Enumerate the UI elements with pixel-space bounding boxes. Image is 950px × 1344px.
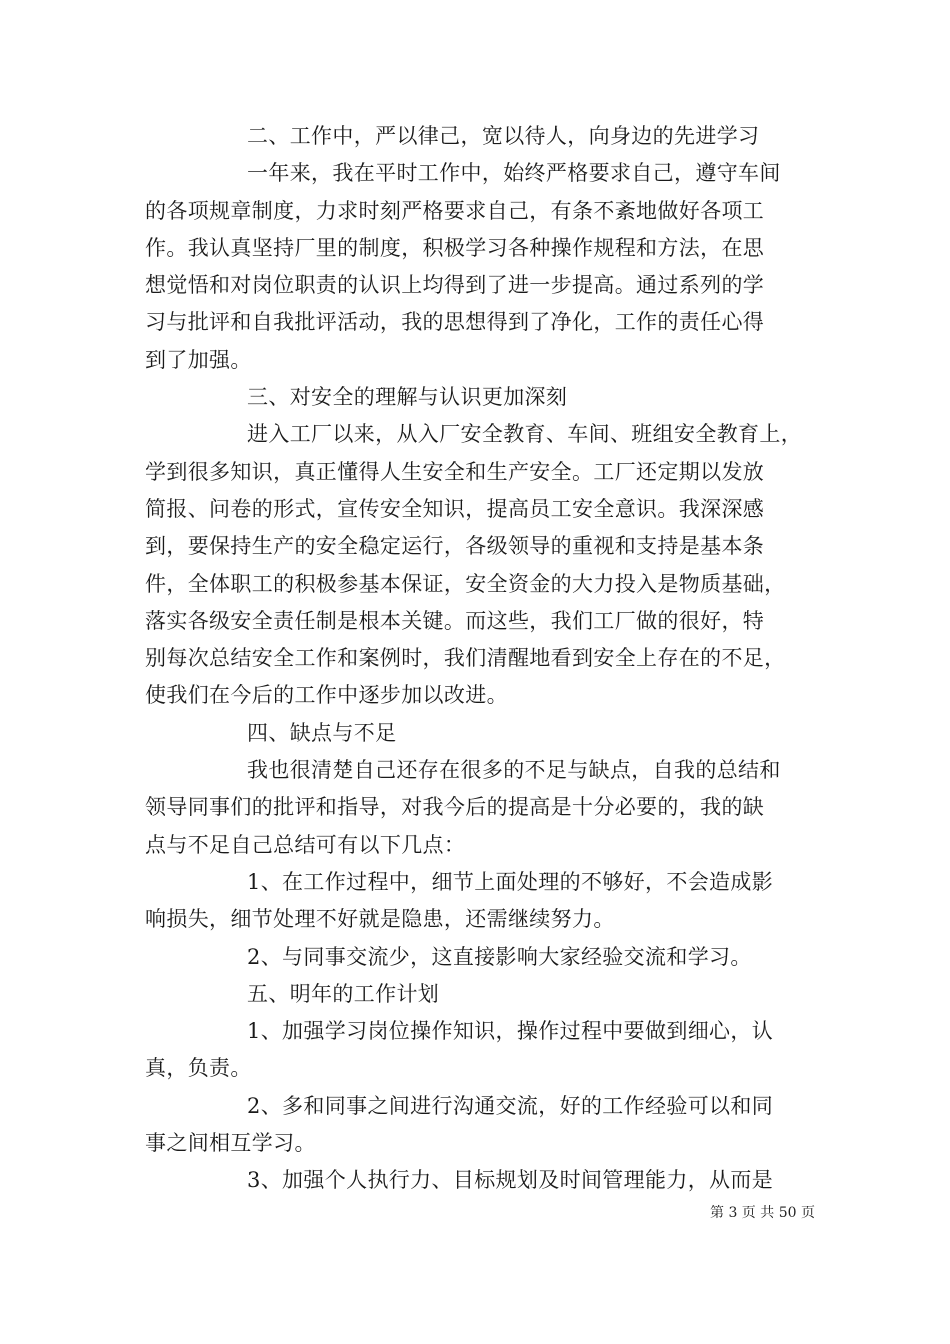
paragraph-line: 习与批评和自我批评活动，我的思想得到了净化，工作的责任心得 bbox=[145, 310, 765, 335]
paragraph-line: 领导同事们的批评和指导，对我今后的提高是十分必要的，我的缺 bbox=[145, 795, 765, 820]
paragraph-line: 的各项规章制度，力求时刻严格要求自己，有条不紊地做好各项工 bbox=[145, 198, 765, 223]
paragraph-line: 点与不足自己总结可有以下几点： bbox=[145, 832, 466, 857]
page-number-footer: 第 3 页 共 50 页 bbox=[710, 1205, 815, 1221]
section-heading-3: 三、对安全的理解与认识更加深刻 bbox=[247, 385, 568, 410]
paragraph-line: 简报、问卷的形式，宣传安全知识，提高员工安全意识。我深深感 bbox=[145, 496, 765, 521]
paragraph-line: 到了加强。 bbox=[145, 347, 252, 372]
list-item-line: 2、与同事交流少，这直接影响大家经验交流和学习。 bbox=[247, 944, 752, 969]
section-heading-5: 五、明年的工作计划 bbox=[247, 981, 440, 1006]
list-item-line: 2、多和同事之间进行沟通交流，好的工作经验可以和同 bbox=[247, 1093, 774, 1118]
list-item-line: 事之间相互学习。 bbox=[145, 1131, 316, 1156]
paragraph-line: 到，要保持生产的安全稳定运行，各级领导的重视和支持是基本条 bbox=[145, 534, 765, 559]
paragraph-line: 使我们在今后的工作中逐步加以改进。 bbox=[145, 683, 508, 708]
paragraph-line: 进入工厂以来，从入厂安全教育、车间、班组安全教育上， bbox=[247, 422, 803, 447]
paragraph-line: 学到很多知识，真正懂得人生安全和生产安全。工厂还定期以发放 bbox=[145, 459, 765, 484]
list-item-line: 1、加强学习岗位操作知识，操作过程中要做到细心，认 bbox=[247, 1019, 774, 1044]
paragraph-line: 想觉悟和对岗位职责的认识上均得到了进一步提高。通过系列的学 bbox=[145, 273, 765, 298]
list-item-line: 真，负责。 bbox=[145, 1056, 252, 1081]
list-item-line: 响损失，细节处理不好就是隐患，还需继续努力。 bbox=[145, 907, 615, 932]
list-item-line: 1、在工作过程中，细节上面处理的不够好，不会造成影 bbox=[247, 869, 774, 894]
paragraph-line: 落实各级安全责任制是根本关键。而这些，我们工厂做的很好，特 bbox=[145, 608, 765, 633]
list-item-line: 3、加强个人执行力、目标规划及时间管理能力，从而是 bbox=[247, 1168, 774, 1193]
paragraph-line: 我也很清楚自己还存在很多的不足与缺点，自我的总结和 bbox=[247, 758, 781, 783]
paragraph-line: 别每次总结安全工作和案例时，我们清醒地看到安全上存在的不足， bbox=[145, 646, 786, 671]
paragraph-line: 作。我认真坚持厂里的制度，积极学习各种操作规程和方法，在思 bbox=[145, 235, 765, 260]
section-heading-2: 二、工作中，严以律己，宽以待人，向身边的先进学习 bbox=[247, 124, 760, 148]
paragraph-line: 一年来，我在平时工作中，始终严格要求自己，遵守车间 bbox=[247, 161, 781, 186]
document-body bbox=[145, 118, 805, 1200]
paragraph-line: 件，全体职工的积极参基本保证，安全资金的大力投入是物质基础， bbox=[145, 571, 786, 596]
section-heading-4: 四、缺点与不足 bbox=[247, 720, 397, 745]
